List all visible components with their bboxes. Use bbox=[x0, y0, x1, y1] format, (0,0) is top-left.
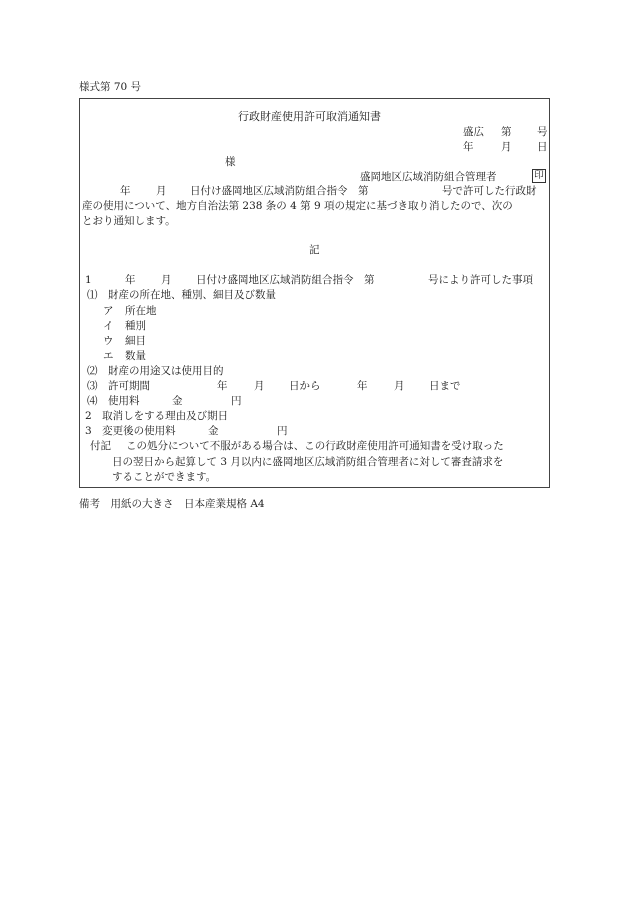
sub1-kana-c: ウ bbox=[103, 335, 114, 347]
sub3-year1: 年 bbox=[217, 380, 228, 392]
item3-yen: 円 bbox=[277, 425, 288, 437]
document-number-prefix: 盛広 bbox=[463, 126, 484, 138]
document-title: 行政財産使用許可取消通知書 bbox=[238, 110, 381, 123]
sub3-month2: 月 bbox=[394, 380, 405, 392]
sub4-label: ⑷ 使用料 bbox=[87, 395, 140, 407]
sub1-label-b: 種別 bbox=[125, 320, 146, 332]
intro-line-2: 産の使用について、地方自治法第 238 条の 4 第 9 項の規定に基づき取り消したので、次の bbox=[82, 200, 513, 212]
sub1-kana-b: イ bbox=[103, 320, 114, 332]
sub1-kana-d: エ bbox=[103, 350, 114, 362]
sub3-from: 日から bbox=[289, 380, 321, 392]
sub3-month1: 月 bbox=[254, 380, 265, 392]
item1-number: 1 bbox=[85, 274, 92, 286]
date-year: 年 bbox=[463, 141, 474, 153]
fuki-line-3: することができます。 bbox=[112, 471, 217, 483]
seal-label: 印 bbox=[532, 169, 546, 183]
bikou-note: 備考 用紙の大きさ 日本産業規格 A4 bbox=[79, 498, 265, 510]
form-number-label: 様式第 70 号 bbox=[79, 81, 142, 93]
fuki-line-2: 日の翌日から起算して 3 月以内に盛岡地区広域消防組合管理者に対して審査請求を bbox=[112, 456, 504, 468]
sub3-to: 日まで bbox=[429, 380, 461, 392]
item2-label: 2 取消しをする理由及び期日 bbox=[85, 410, 229, 422]
intro-month: 月 bbox=[156, 185, 167, 197]
issuer-name: 盛岡地区広域消防組合管理者 bbox=[360, 171, 497, 183]
sub3-label: ⑶ 許可期間 bbox=[87, 380, 150, 392]
fuki-line-1: この処分について不服がある場合は、この行政財産使用許可通知書を受け取った bbox=[126, 440, 504, 452]
item3-label: 3 変更後の使用料 bbox=[85, 425, 176, 437]
addressee-suffix: 様 bbox=[225, 156, 236, 168]
sub1-label: ⑴ 財産の所在地、種別、細目及び数量 bbox=[87, 289, 276, 301]
date-month: 月 bbox=[501, 141, 512, 153]
fuki-label: 付記 bbox=[90, 440, 111, 452]
item3-kin: 金 bbox=[208, 425, 219, 437]
item1-year: 年 bbox=[125, 274, 136, 286]
sub1-label-c: 細目 bbox=[125, 335, 146, 347]
intro-tail: 号で許可した行政財 bbox=[442, 185, 537, 197]
item1-text: 日付け盛岡地区広域消防組合指令 第 bbox=[196, 274, 375, 286]
document-number-dai: 第 bbox=[501, 126, 512, 138]
intro-line-3: とおり通知します。 bbox=[82, 215, 176, 227]
sub4-yen: 円 bbox=[231, 395, 242, 407]
sub3-year2: 年 bbox=[357, 380, 368, 392]
sub1-label-d: 数量 bbox=[125, 350, 146, 362]
intro-text: 日付け盛岡地区広域消防組合指令 第 bbox=[190, 185, 369, 197]
sub1-kana-a: ア bbox=[103, 305, 114, 317]
sub4-kin: 金 bbox=[172, 395, 183, 407]
seal-mark bbox=[532, 169, 546, 183]
date-day: 日 bbox=[537, 141, 548, 153]
item1-month: 月 bbox=[161, 274, 172, 286]
ki-heading: 記 bbox=[309, 244, 320, 256]
sub1-label-a: 所在地 bbox=[125, 305, 157, 317]
item1-tail: 号により許可した事項 bbox=[428, 274, 533, 286]
document-number-go: 号 bbox=[537, 126, 548, 138]
sub2-label: ⑵ 財産の用途又は使用目的 bbox=[87, 365, 224, 377]
intro-year: 年 bbox=[120, 185, 131, 197]
